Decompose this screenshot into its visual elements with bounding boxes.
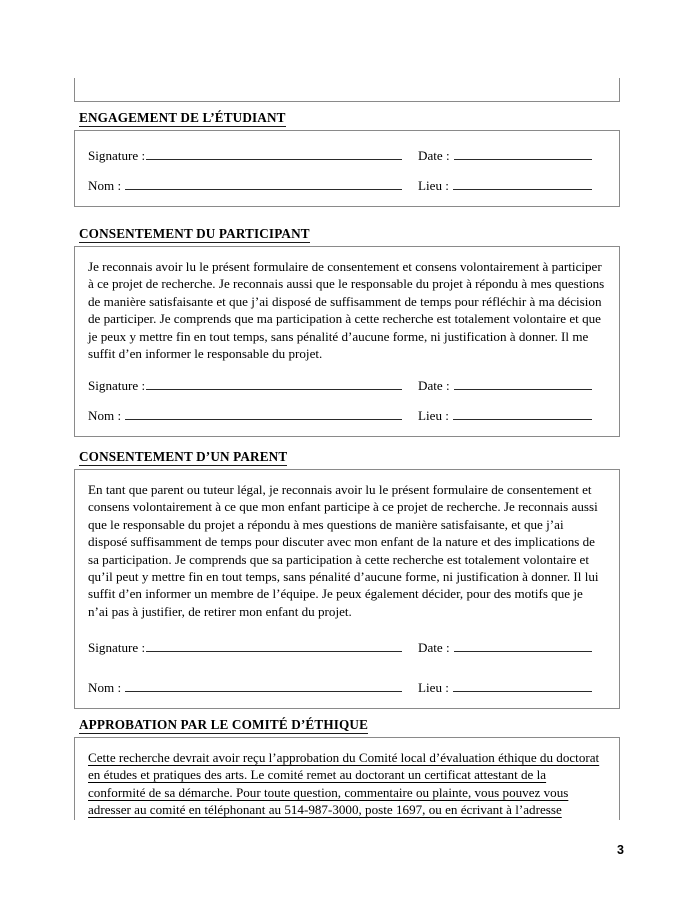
lieu-label: Lieu : (418, 178, 453, 193)
lieu-field[interactable] (418, 678, 606, 696)
heading-text: APPROBATION PAR LE COMITÉ D’ÉTHIQUE (79, 717, 369, 732)
signature-block (88, 638, 606, 696)
date-input-line[interactable] (454, 638, 592, 652)
lieu-label: Lieu : (418, 408, 453, 424)
nom-lieu-row (88, 176, 606, 194)
signature-field[interactable] (88, 146, 418, 164)
section-consentement-parent (74, 449, 620, 709)
nom-field[interactable] (88, 406, 418, 424)
spacer (88, 620, 606, 634)
page-number: 3 (617, 843, 624, 857)
engagement-etudiant-box (74, 130, 620, 207)
date-field[interactable] (418, 146, 606, 164)
nom-lieu-row (88, 678, 606, 696)
signature-label: Signature : (88, 640, 146, 656)
heading-text: CONSENTEMENT DU PARTICIPANT (79, 226, 310, 241)
continuation-box-stub (74, 78, 620, 102)
lieu-label: Lieu : (418, 680, 453, 696)
nom-input-line[interactable] (125, 176, 402, 190)
spacer (88, 362, 606, 372)
nom-field[interactable] (88, 678, 418, 696)
section-heading-consentement-parent (74, 449, 620, 466)
heading-text: CONSENTEMENT D’UN PARENT (79, 449, 288, 464)
lieu-field[interactable] (418, 406, 606, 424)
signature-date-row (88, 376, 606, 394)
lieu-input-line[interactable] (453, 406, 592, 420)
date-input-line[interactable] (454, 376, 592, 390)
signature-input-line[interactable] (146, 638, 402, 652)
signature-block (88, 376, 606, 424)
nom-label: Nom : (88, 408, 125, 424)
approbation-comite-ethique-box (74, 737, 620, 820)
signature-input-line[interactable] (146, 146, 402, 160)
signature-label: Signature : (88, 378, 146, 394)
lieu-input-line[interactable] (453, 176, 592, 190)
nom-label: Nom : (88, 680, 125, 696)
date-input-line[interactable] (454, 146, 592, 160)
signature-input-line[interactable] (146, 376, 402, 390)
signature-date-row (88, 638, 606, 656)
consent-paragraph: En tant que parent ou tuteur légal, je reconnais avoir lu le présent formulaire de consentement et consens volontairement à ce que mon enfant participe à ce projet de recherche. Je reconnais aussi que le responsable du projet a répondu à mes questions de manière satisfaisante, et que j’ai disposé suffisamment de temps pour discuter avec mon enfant de la nature et des implications de sa participation. Je comprends que sa participation à cette recherche est totalement volontaire et qu’il peut y mettre fin en tout temps, sans pénalité d’aucune forme, ni justification à donner. Il lui suffit d’en informer un membre de l’équipe. Je peux également décider, pour des motifs que je n’ai pas à justifier, de retirer mon enfant du projet. (88, 482, 599, 619)
date-field[interactable] (418, 638, 606, 656)
date-label: Date : (418, 378, 453, 394)
lieu-input-line[interactable] (453, 678, 592, 692)
heading-text: ENGAGEMENT DE L’ÉTUDIANT (79, 110, 286, 125)
nom-input-line[interactable] (125, 406, 402, 420)
section-consentement-participant (74, 226, 620, 437)
lieu-field[interactable] (418, 176, 606, 194)
nom-lieu-row (88, 406, 606, 424)
consent-paragraph: Je reconnais avoir lu le présent formulaire de consentement et consens volontairement à participer à ce projet de recherche. Je reconnais aussi que le responsable du projet à répondu à mes questions de manière satisfaisante et que j’ai disposé de suffisamment de temps pour réfléchir à ma décision de participer. Je comprends que ma participation à cette recherche est totalement volontaire et que je peux y mettre fin en tout temps, sans pénalité d’aucune forme, ni justification à donner. Il me suffit d’en informer le responsable du projet. (88, 259, 605, 362)
nom-label: Nom : (88, 178, 125, 193)
signature-label: Signature : (88, 148, 146, 163)
signature-block (88, 146, 606, 194)
nom-field[interactable] (88, 176, 418, 194)
nom-input-line[interactable] (125, 678, 402, 692)
consentement-parent-box (74, 469, 620, 709)
section-approbation-comite-ethique (74, 717, 620, 820)
signature-date-row (88, 146, 606, 164)
section-heading-engagement-etudiant (74, 110, 620, 127)
consentement-participant-box (74, 246, 620, 437)
signature-field[interactable] (88, 638, 418, 656)
signature-field[interactable] (88, 376, 418, 394)
date-label: Date : (418, 148, 453, 163)
section-heading-consentement-participant (74, 226, 620, 243)
section-heading-approbation-comite-ethique (74, 717, 620, 734)
date-field[interactable] (418, 376, 606, 394)
section-engagement-etudiant (74, 110, 620, 207)
date-label: Date : (418, 640, 453, 656)
ethics-paragraph: Cette recherche devrait avoir reçu l’approbation du Comité local d’évaluation éthique du doctorat en études et pratiques des arts. Le comité remet au doctorant un certificat attestant de la conformité de sa démarche. Pour toute question, commentaire ou plainte, vous pouvez vous adresser au comité en téléphonant au 514-987-3000, poste 1697, ou en écrivant à l’adresse (88, 750, 600, 818)
